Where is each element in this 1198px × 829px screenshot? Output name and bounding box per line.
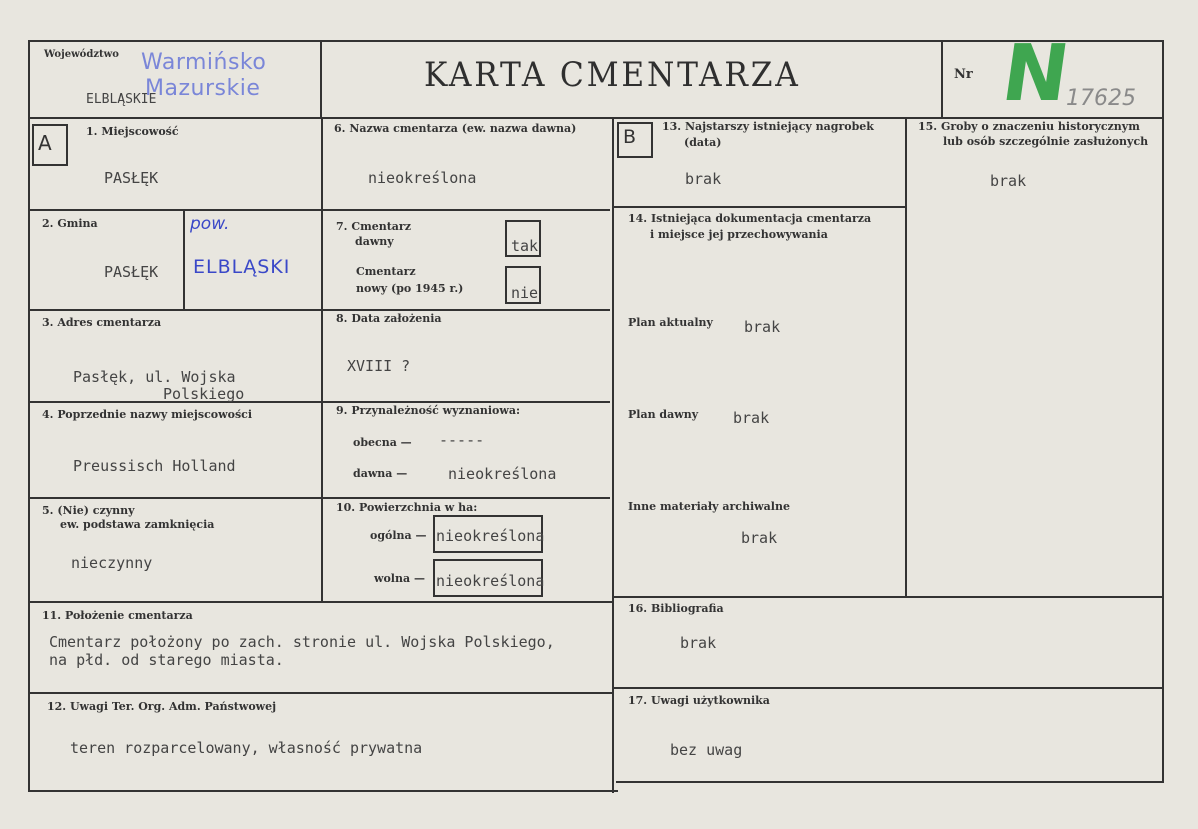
- field-2-pow-handwritten: pow.: [190, 214, 230, 234]
- field-14-label-line-2: i miejsce jej przechowywania: [650, 228, 828, 241]
- row-line-6: [30, 692, 612, 694]
- field-3-label: 3. Adres cmentarza: [42, 316, 162, 329]
- field-4-value: Preussisch Holland: [73, 457, 236, 475]
- field-8-label: 8. Data założenia: [336, 312, 442, 325]
- field-9-label: 9. Przynależność wyznaniowa:: [336, 404, 521, 417]
- field-11-value-line-1: Cmentarz położony po zach. stronie ul. Wojska Polskiego,: [49, 633, 555, 651]
- stamp: [141, 50, 266, 102]
- field-14-plan-aktualny-value: brak: [744, 318, 781, 336]
- field-17-value: bez uwag: [670, 741, 743, 759]
- page-title: KARTA CMENTARZA: [424, 55, 801, 95]
- field-5-label-line-2: ew. podstawa zamknięcia: [60, 518, 215, 531]
- field-2-elblaski-handwritten: ELBLĄSKI: [193, 256, 291, 278]
- row-line-4: [30, 497, 610, 499]
- section-b-letter: B: [623, 126, 637, 148]
- field-10-label: 10. Powierzchnia w ha:: [336, 501, 478, 514]
- field-15-label-line-2: lub osób szczególnie zasłużonych: [943, 135, 1149, 148]
- field-9-dawna-label: dawna —: [353, 467, 408, 480]
- col-divider-gmina: [183, 210, 185, 310]
- field-14-inne-value: brak: [741, 529, 778, 547]
- col-divider-mid: [612, 117, 614, 793]
- field-14-plan-dawny-value: brak: [733, 409, 770, 427]
- stamp-line-2: Mazurskie: [145, 76, 261, 101]
- field-1-label: 1. Miejscowość: [86, 125, 179, 138]
- row-line-b1: [614, 206, 906, 208]
- field-7-label-line-2: dawny: [355, 235, 394, 248]
- header-divider-1: [320, 40, 322, 118]
- row-line-b2: [614, 596, 1164, 598]
- stamp-line-1: Warmińsko: [141, 50, 267, 75]
- field-11-label: 11. Położenie cmentarza: [42, 609, 193, 622]
- header-divider-2: [941, 40, 943, 118]
- field-14-inne-label: Inne materiały archiwalne: [628, 500, 790, 513]
- row-line-5: [30, 601, 612, 603]
- field-7-dawny-value: tak: [511, 237, 539, 255]
- frame-bottom-right: [616, 781, 1164, 783]
- field-13-value: brak: [685, 170, 722, 188]
- field-16-value: brak: [680, 634, 717, 652]
- col-divider-b: [905, 117, 907, 597]
- nr-label: Nr: [954, 67, 973, 82]
- nr-mark: N: [996, 29, 1075, 119]
- field-10-wolna-label: wolna —: [374, 572, 425, 585]
- field-12-label: 12. Uwagi Ter. Org. Adm. Państwowej: [47, 700, 277, 713]
- frame-bottom: [30, 790, 618, 792]
- field-5-value: nieczynny: [71, 554, 153, 572]
- field-7-nowy-label-line-1: Cmentarz: [356, 265, 416, 278]
- field-2-value: PASŁĘK: [104, 263, 159, 281]
- row-line-3: [30, 401, 610, 403]
- field-2-label: 2. Gmina: [42, 217, 98, 230]
- field-13-label-line-2: (data): [684, 136, 722, 149]
- field-16-label: 16. Bibliografia: [628, 602, 724, 615]
- wojewodztwo-label: Województwo: [44, 49, 119, 60]
- field-1-value: PASŁĘK: [104, 169, 159, 187]
- section-a-letter: A: [38, 131, 52, 155]
- col-divider-a: [321, 117, 323, 601]
- field-7-nowy-label-line-2: nowy (po 1945 r.): [356, 282, 464, 295]
- field-9-obecna-label: obecna —: [353, 436, 412, 449]
- field-11-value-line-2: na płd. od starego miasta.: [49, 651, 284, 669]
- field-14-plan-aktualny-label: Plan aktualny: [628, 316, 713, 329]
- field-8-value: XVIII ?: [347, 357, 411, 375]
- field-7-label-line-1: 7. Cmentarz: [336, 220, 411, 233]
- field-14-plan-dawny-label: Plan dawny: [628, 408, 699, 421]
- field-10-ogolna-label: ogólna —: [370, 529, 427, 542]
- frame-left: [28, 40, 30, 792]
- field-10-ogolna-value: nieokreślona: [436, 527, 545, 545]
- field-9-obecna-value: -----: [439, 431, 485, 449]
- field-3-value-line-2: Polskiego: [163, 385, 245, 403]
- field-6-label: 6. Nazwa cmentarza (ew. nazwa dawna): [334, 122, 577, 135]
- field-10-wolna-value: nieokreślona: [436, 572, 545, 590]
- field-4-label: 4. Poprzednie nazwy miejscowości: [42, 408, 253, 421]
- row-line-2: [30, 309, 610, 311]
- field-12-value: teren rozparcelowany, własność prywatna: [70, 739, 423, 757]
- frame-top: [28, 40, 1164, 42]
- nr-number: 17625: [1066, 86, 1136, 111]
- field-14-label-line-1: 14. Istniejąca dokumentacja cmentarza: [628, 212, 872, 225]
- row-line-b3: [614, 687, 1164, 689]
- field-3-value-line-1: Pasłęk, ul. Wojska: [73, 368, 236, 386]
- row-line-1: [30, 209, 610, 211]
- frame-right: [1162, 40, 1164, 782]
- field-5-label-line-1: 5. (Nie) czynny: [42, 504, 135, 517]
- field-15-value: brak: [990, 172, 1027, 190]
- field-13-label-line-1: 13. Najstarszy istniejący nagrobek: [662, 120, 874, 133]
- field-15-label-line-1: 15. Groby o znaczeniu historycznym: [918, 120, 1140, 133]
- field-7-nowy-value: nie: [511, 284, 539, 302]
- typed-wojewodztwo: ELBLĄSKIE: [86, 92, 157, 107]
- field-6-value: nieokreślona: [368, 169, 477, 187]
- field-17-label: 17. Uwagi użytkownika: [628, 694, 770, 707]
- field-9-dawna-value: nieokreślona: [448, 465, 557, 483]
